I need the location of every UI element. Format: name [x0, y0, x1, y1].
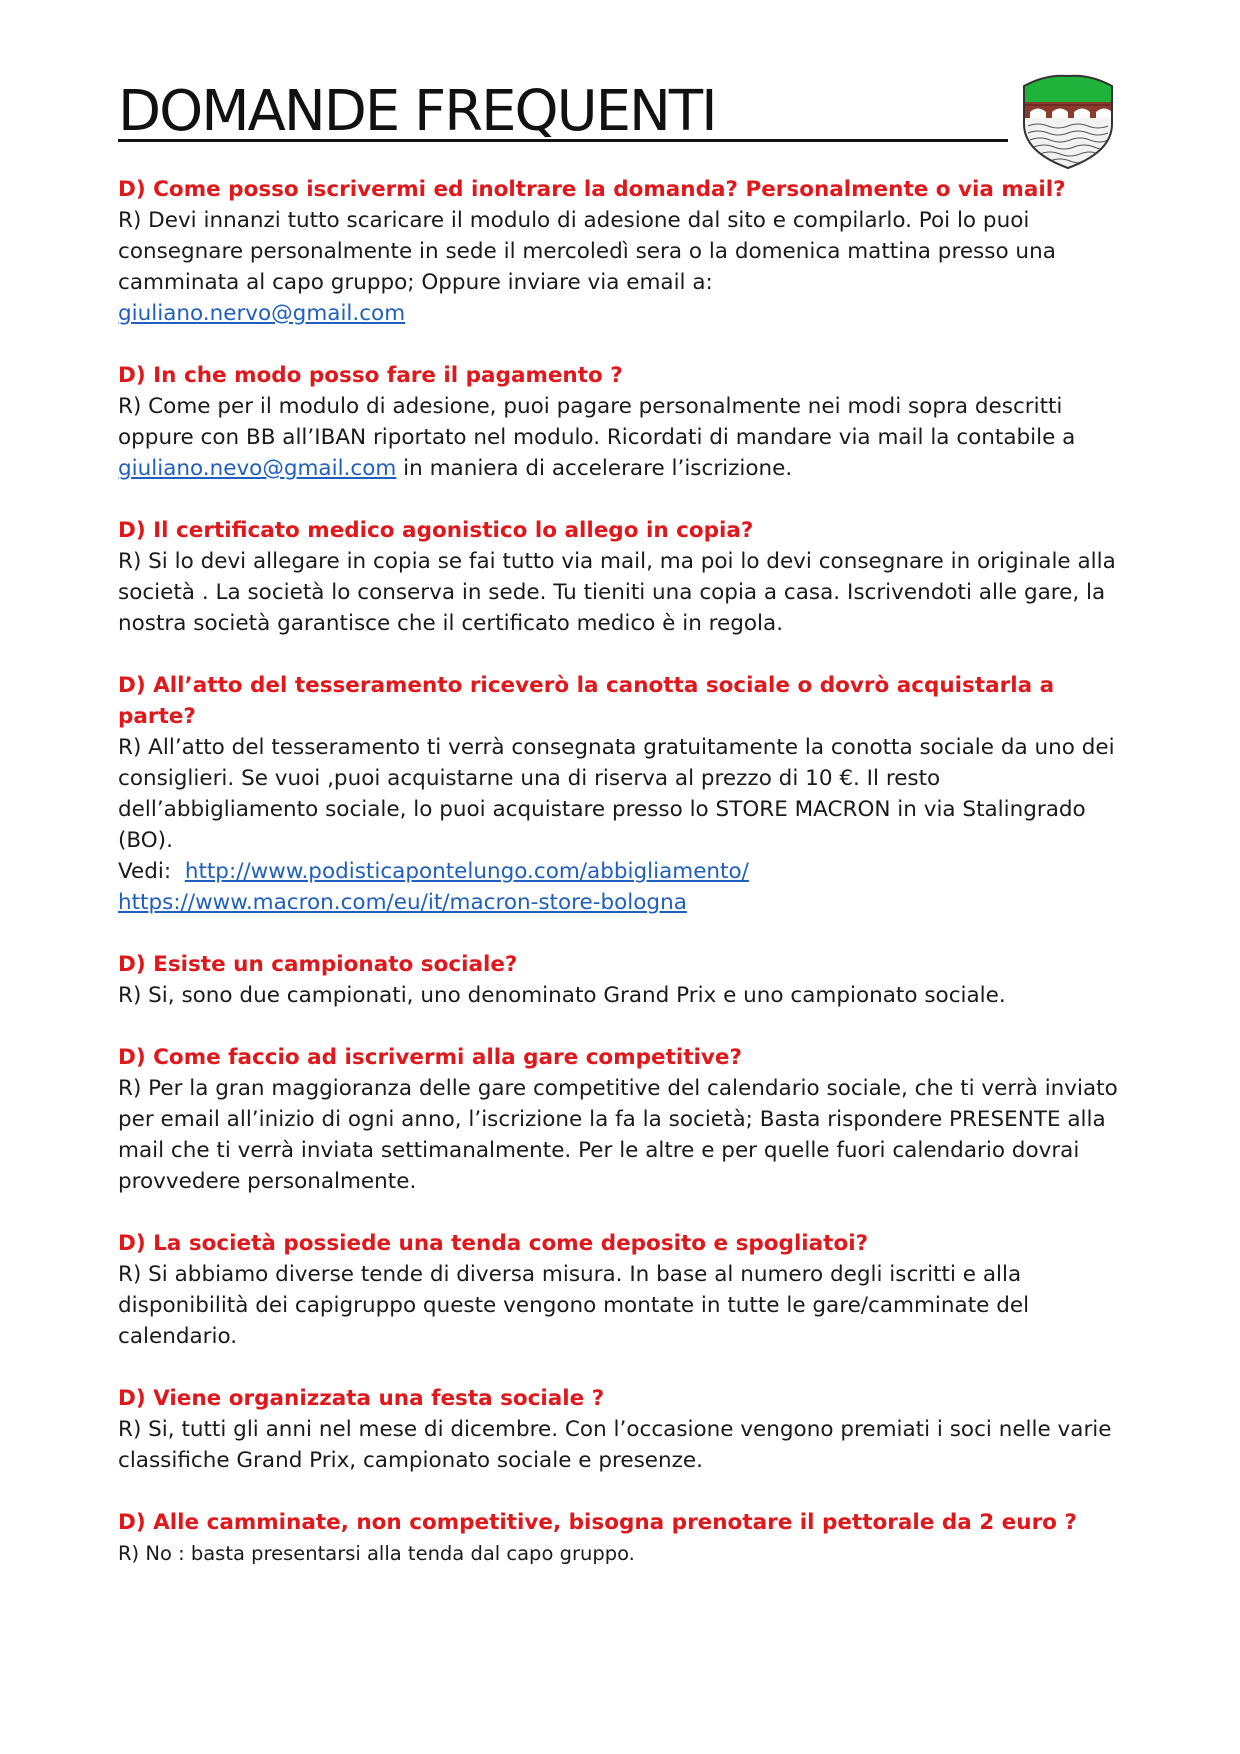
faq-item: [118, 174, 1128, 329]
faq-item: [118, 670, 1128, 918]
faq-list: [118, 174, 1128, 1600]
faq-item: [118, 515, 1128, 639]
faq-answer: R) Si, sono due campionati, uno denominato Grand Prix e uno campionato sociale.: [118, 983, 1006, 1008]
faq-links: [118, 856, 1128, 918]
faq-item: [118, 1042, 1128, 1197]
vedi-label: Vedi:: [118, 859, 172, 884]
faq-answer: [118, 391, 1128, 484]
faq-answer: R) Si, tutti gli anni nel mese di dicembre. Con l’occasione vengono premiati i soci nelle varie classifiche Grand Prix, campionato sociale e presenze.: [118, 1417, 1112, 1473]
page-header: [118, 76, 1138, 156]
email-link[interactable]: giuliano.nevo@gmail.com: [118, 456, 397, 481]
faq-answer: R) Si lo devi allegare in copia se fai tutto via mail, ma poi lo devi consegnare in originale alla società . La società lo conserva in sede. Tu tieniti una copia a casa. Iscrivendoti alle gare, la nostra società garantisce che il certificato medico è in regola.: [118, 549, 1116, 636]
faq-answer: R) All’atto del tesseramento ti verrà consegnata gratuitamente la conotta sociale da uno dei consiglieri. Se vuoi ,puoi acquistarne una di riserva al prezzo di 10 €. Il resto dell’abbigliamento sociale, lo puoi acquistare presso lo STORE MACRON in via Stalingrado (BO).: [118, 735, 1115, 853]
faq-question: D) Esiste un campionato sociale?: [118, 952, 518, 977]
faq-question: D) In che modo posso fare il pagamento ?: [118, 363, 623, 388]
page-title: DOMANDE FREQUENTI: [118, 79, 716, 144]
title-underline: [118, 139, 1008, 142]
faq-question: D) Il certificato medico agonistico lo allego in copia?: [118, 518, 754, 543]
faq-item: [118, 1228, 1128, 1352]
faq-item: [118, 1383, 1128, 1476]
faq-answer: [118, 205, 1128, 329]
faq-answer-text: R) Devi innanzi tutto scaricare il modulo di adesione dal sito e compilarlo. Poi lo puoi consegnare personalmente in sede il mercoledì sera o la domenica mattina presso una camminata al capo gruppo; Oppure inviare via email a:: [118, 208, 1056, 295]
faq-question: D) Come posso iscrivermi ed inoltrare la domanda? Personalmente o via mail?: [118, 177, 1066, 202]
faq-answer: R) No : basta presentarsi alla tenda dal capo gruppo.: [118, 1542, 635, 1565]
club-shield-icon: [1018, 72, 1118, 170]
faq-question: D) Alle camminate, non competitive, bisogna prenotare il pettorale da 2 euro ?: [118, 1510, 1077, 1535]
faq-item: [118, 949, 1128, 1011]
faq-answer-text: in maniera di accelerare l’iscrizione.: [403, 456, 793, 481]
faq-answer: R) Si abbiamo diverse tende di diversa misura. In base al numero degli iscritti e alla disponibilità dei capigruppo queste vengono montate in tutte le gare/camminate del calendario.: [118, 1262, 1030, 1349]
faq-question: D) Come faccio ad iscrivermi alla gare competitive?: [118, 1045, 742, 1070]
faq-answer-text: R) Come per il modulo di adesione, puoi pagare personalmente nei modi sopra descritti oppure con BB all’IBAN riportato nel modulo. Ricordati di mandare via mail la contabile a: [118, 394, 1076, 450]
faq-item: [118, 1507, 1128, 1569]
faq-answer: R) Per la gran maggioranza delle gare competitive del calendario sociale, che ti verrà inviato per email all’inizio di ogni anno, l’iscrizione la fa la società; Basta rispondere PRESENTE alla mail che ti verrà inviata settimanalmente. Per le altre e per quelle fuori calendario dovrai provvedere personalmente.: [118, 1076, 1118, 1194]
macron-store-link[interactable]: https://www.macron.com/eu/it/macron-store-bologna: [118, 890, 687, 915]
email-link[interactable]: giuliano.nervo@gmail.com: [118, 301, 406, 326]
faq-question: D) La società possiede una tenda come deposito e spogliatoi?: [118, 1231, 869, 1256]
abbigliamento-link[interactable]: http://www.podisticapontelungo.com/abbigliamento/: [184, 859, 749, 884]
faq-item: [118, 360, 1128, 484]
faq-question: D) Viene organizzata una festa sociale ?: [118, 1386, 605, 1411]
faq-question: D) All’atto del tesseramento riceverò la canotta sociale o dovrò acquistarla a parte?: [118, 673, 1055, 729]
